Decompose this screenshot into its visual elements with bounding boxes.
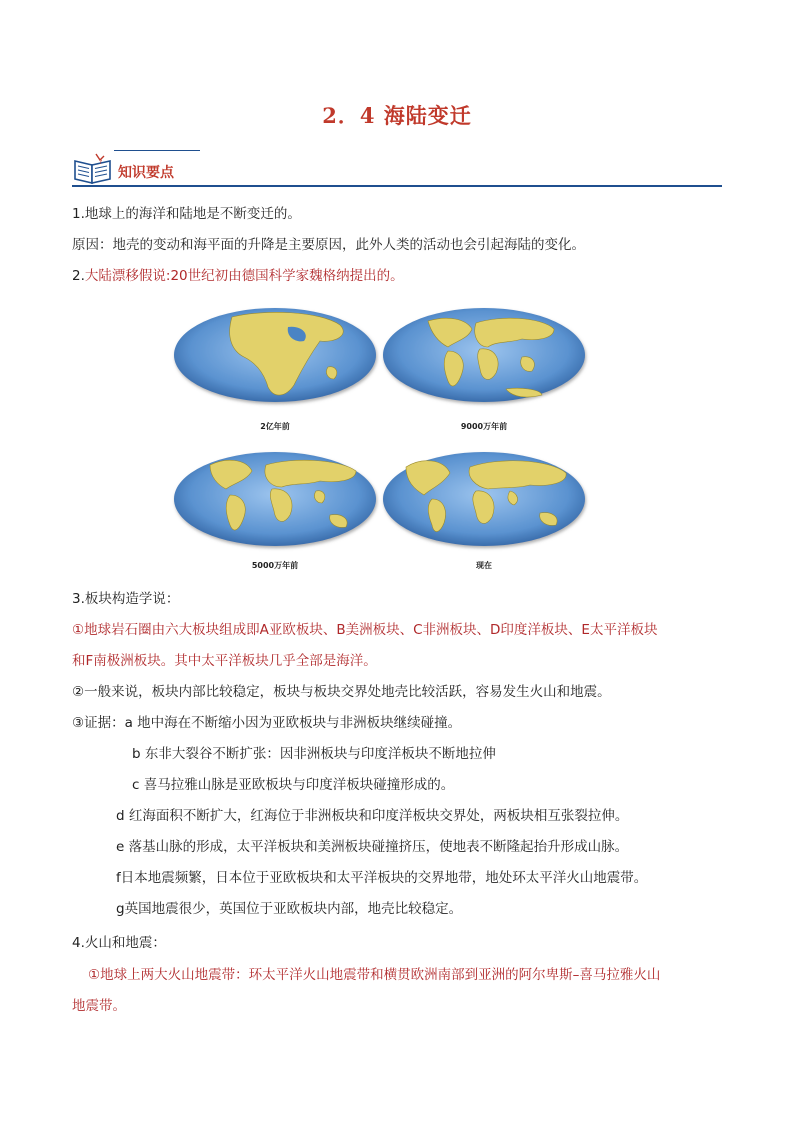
map-caption-200-million: 2亿年前: [260, 422, 290, 431]
evidence-e: e 落基山脉的形成，太平洋板块和美洲板块碰撞挤压，使地表不断隆起抬升形成山脉。: [116, 839, 629, 855]
map-present-day: [383, 452, 585, 546]
evidence-f: f日本地震频繁，日本位于亚欧板块和太平洋板块的交界地带，地处环太平洋火山地震带。: [116, 870, 648, 886]
svg-text:?: ?: [99, 159, 103, 166]
map-caption-present: 现在: [476, 561, 492, 570]
evidence-d: d 红海面积不断扩大，红海位于非洲板块和印度洋板块交界处，两板块相互张裂拉伸。: [116, 808, 629, 824]
evidence-g: g英国地震很少，英国位于亚欧板块内部，地壳比较稳定。: [116, 901, 463, 917]
point-3-1-line-1: ①地球岩石圈由六大板块组成即A亚欧板块、B美洲板块、C非洲板块、D印度洋板块、E太平洋板块: [72, 622, 658, 638]
evidence-c: c 喜马拉雅山脉是亚欧板块与印度洋板块碰撞形成的。: [132, 777, 455, 793]
point-4: 4.火山和地震：: [72, 935, 166, 951]
point-1-reason: 原因：地壳的变动和海平面的升降是主要原因，此外人类的活动也会引起海陆的变化。: [72, 237, 585, 253]
evidence-b: b 东非大裂谷不断扩张：因非洲板块与印度洋板块不断地拉伸: [132, 746, 496, 762]
point-2: [72, 267, 404, 285]
section-top-rule: [114, 150, 200, 151]
continental-drift-maps: [170, 307, 590, 577]
point-4-1-line-2: 地震带。: [72, 998, 126, 1014]
map-200-million-years: [174, 308, 376, 402]
evidence-a: ③证据：a 地中海在不断缩小因为亚欧板块与非洲板块继续碰撞。: [72, 715, 462, 731]
point-2-number: 2.: [72, 268, 85, 284]
point-3: 3.板块构造学说：: [72, 591, 180, 607]
map-caption-90-million: 9000万年前: [460, 422, 508, 431]
page-title: 2．4 海陆变迁: [322, 103, 472, 128]
section-label: 知识要点: [118, 165, 174, 181]
point-4-1-line-1: ①地球上两大火山地震带：环太平洋火山地震带和横贯欧洲南部到亚洲的阿尔卑斯–喜马拉雅火山: [88, 967, 661, 983]
point-3-2: ②一般来说，板块内部比较稳定，板块与板块交界处地壳比较活跃，容易发生火山和地震。: [72, 684, 611, 700]
book-icon: [72, 153, 114, 185]
map-50-million-years: [174, 452, 376, 546]
point-2-text: 大陆漂移假说:20世纪初由德国科学家魏格纳提出的。: [84, 268, 404, 284]
section-rule: [72, 185, 722, 187]
point-1: 1.地球上的海洋和陆地是不断变迁的。: [72, 206, 301, 222]
continental-drift-figure: [170, 307, 590, 577]
map-90-million-years: [383, 308, 585, 402]
map-caption-50-million: 5000万年前: [251, 561, 299, 570]
point-3-1-line-2: 和F南极洲板块。其中太平洋板块几乎全部是海洋。: [72, 653, 377, 669]
